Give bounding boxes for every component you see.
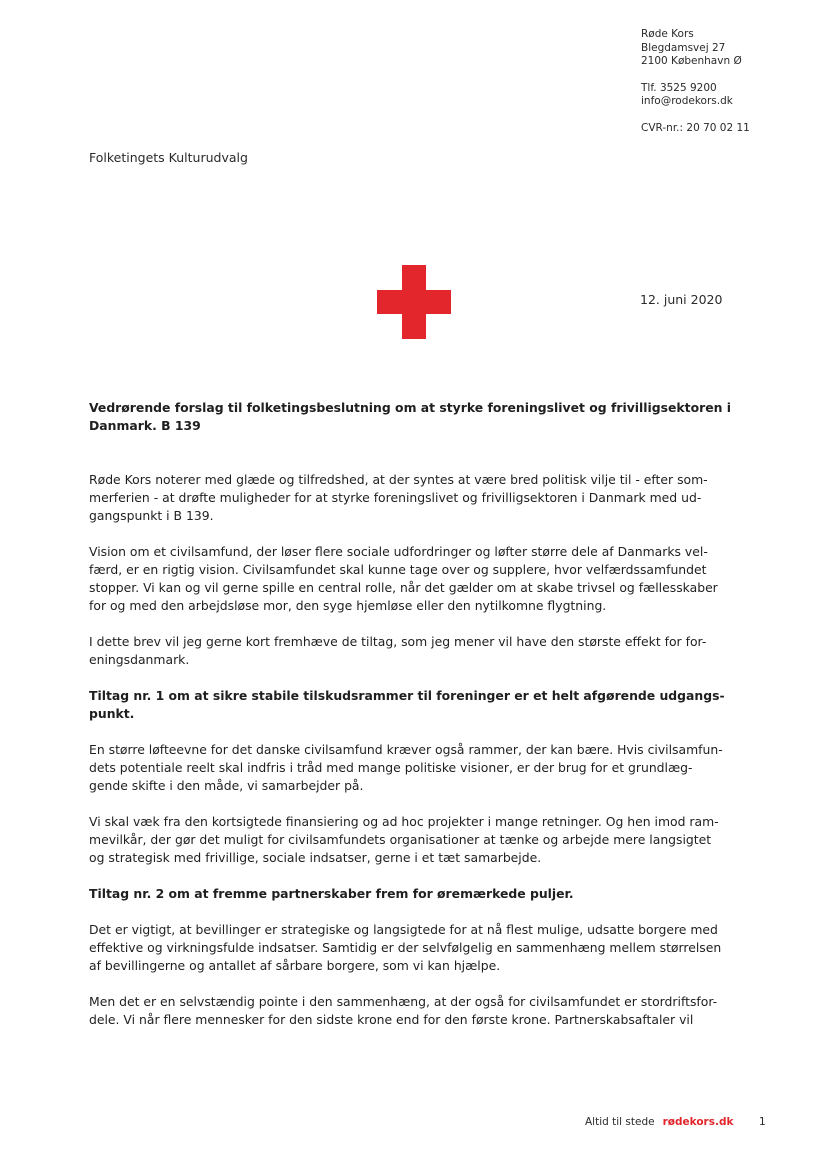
text-line: dets potentiale reelt skal indfris i tråd med mange politiske visioner, er der brug for et grundlæg- bbox=[89, 760, 693, 775]
text-line: mevilkår, der gør det muligt for civilsamfundets organisationer at tænke og arbejde mere langsigtet bbox=[89, 832, 712, 847]
text-line: Vision om et civilsamfund, der løser flere sociale udfordringer og løfter større dele af Danmarks vel- bbox=[89, 544, 708, 559]
text-line: effektive og virkningsfulde indsatser. Samtidig er der selvfølgelig en sammenhæng mellem størrelsen bbox=[89, 940, 722, 955]
text-line: Men det er en selvstændig pointe i den sammenhæng, at der også for civilsamfundet er stordriftsfor- bbox=[89, 994, 718, 1009]
sender-address-block bbox=[641, 28, 750, 135]
footer-website: rødekors.dk bbox=[662, 1116, 734, 1128]
text-line: for og med den arbejdsløse mor, den syge hjemløse eller den nytilkomne flygtning. bbox=[89, 598, 607, 613]
body-paragraph bbox=[89, 813, 739, 867]
section-heading bbox=[89, 687, 739, 723]
body-paragraph bbox=[89, 633, 739, 669]
text-line: En større løfteevne for det danske civilsamfund kræver også rammer, der kan bære. Hvis civilsamfun- bbox=[89, 742, 723, 757]
letter-title bbox=[89, 399, 739, 435]
text-line: Røde Kors noterer med glæde og tilfredshed, at der syntes at være bred politisk vilje til - efter som- bbox=[89, 472, 708, 487]
text-line: færd, er en rigtig vision. Civilsamfundet skal kunne tage over og supplere, hvor velfærdssamfundet bbox=[89, 562, 707, 577]
footer-tagline: Altid til stede bbox=[585, 1116, 655, 1128]
text-line: stopper. Vi kan og vil gerne spille en central rolle, når det gælder om at skabe trivsel og fællesskaber bbox=[89, 580, 718, 595]
title-line: Vedrørende forslag til folketingsbeslutning om at styrke foreningslivet og frivilligsektoren i bbox=[89, 400, 731, 415]
text-line: merferien - at drøfte muligheder for at styrke foreningslivet og frivilligsektoren i Danmark med ud- bbox=[89, 490, 702, 505]
text-line: Vi skal væk fra den kortsigtede finansiering og ad hoc projekter i mange retninger. Og hen imod ram- bbox=[89, 814, 719, 829]
sender-cvr: CVR-nr.: 20 70 02 11 bbox=[641, 121, 750, 134]
text-line: dele. Vi når flere mennesker for den sidste krone end for den første krone. Partnerskabsaftaler vil bbox=[89, 1012, 694, 1027]
body-paragraph bbox=[89, 741, 739, 795]
footer bbox=[585, 1115, 733, 1129]
red-cross-icon bbox=[377, 265, 451, 339]
letter-date: 12. juni 2020 bbox=[640, 292, 723, 307]
body-paragraph bbox=[89, 471, 739, 525]
sender-city: 2100 København Ø bbox=[641, 55, 742, 67]
page-number: 1 bbox=[759, 1116, 766, 1128]
section-heading bbox=[89, 885, 739, 903]
body-paragraph bbox=[89, 543, 739, 615]
body-paragraph bbox=[89, 993, 739, 1029]
title-line: Danmark. B 139 bbox=[89, 418, 201, 433]
text-line: gangspunkt i B 139. bbox=[89, 508, 214, 523]
sender-email: info@rodekors.dk bbox=[641, 95, 733, 107]
sender-name: Røde Kors bbox=[641, 28, 694, 40]
text-line: eningsdanmark. bbox=[89, 652, 190, 667]
text-line: Tiltag nr. 1 om at sikre stabile tilskudsrammer til foreninger er et helt afgørende udgangs- bbox=[89, 688, 725, 703]
sender-street: Blegdamsvej 27 bbox=[641, 41, 726, 54]
body-paragraph bbox=[89, 921, 739, 975]
text-line: af bevillingerne og antallet af sårbare borgere, som vi kan hjælpe. bbox=[89, 958, 501, 973]
text-line: og strategisk med frivillige, sociale indsatser, gerne i et tæt samarbejde. bbox=[89, 850, 542, 865]
text-line: Det er vigtigt, at bevillinger er strategiske og langsigtede for at nå flest mulige, udsatte borgere med bbox=[89, 922, 718, 937]
text-line: punkt. bbox=[89, 706, 135, 721]
sender-phone: Tlf. 3525 9200 bbox=[641, 81, 717, 94]
letter-body bbox=[89, 399, 739, 1029]
text-line: Tiltag nr. 2 om at fremme partnerskaber frem for øremærkede puljer. bbox=[89, 886, 574, 901]
text-line: gende skifte i den måde, vi samarbejder på. bbox=[89, 778, 364, 793]
text-line: I dette brev vil jeg gerne kort fremhæve de tiltag, som jeg mener vil have den største effekt for for- bbox=[89, 634, 707, 649]
recipient: Folketingets Kulturudvalg bbox=[89, 150, 248, 165]
